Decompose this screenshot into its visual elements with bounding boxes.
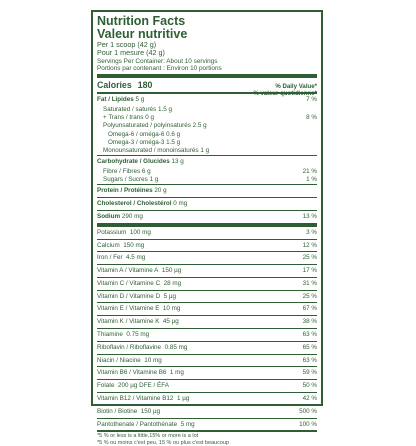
- daily-value-header-fr: % valeur quotidienne*: [253, 89, 317, 97]
- nutrient-amount: 150 µg: [140, 407, 161, 415]
- nutrient-label: Protein / Protéines: [97, 187, 153, 195]
- title-fr: Valeur nutritive: [97, 27, 188, 41]
- nutrient-label: Iron / Fer: [97, 254, 123, 262]
- serving-size-fr: Pour 1 mesure (42 g): [97, 48, 165, 58]
- nutrient-dv: 50 %: [302, 382, 317, 390]
- nutrient-row-cholesterol: [97, 198, 317, 210]
- nutrient-label: Niacin / Niacine: [97, 356, 141, 364]
- serving-size-en: Per 1 scoop (42 g): [97, 40, 157, 49]
- footnote-fr: *5 % ou moins c'est peu, 15 % ou plus c'est beaucoup: [97, 439, 230, 446]
- mineral-row-potassium: [97, 227, 317, 239]
- nutrient-label: Vitamin C / Vitamine C: [97, 279, 161, 287]
- nutrient-dv: 21 %: [302, 167, 317, 175]
- nutrient-label: Vitamin E / Vitamine E: [97, 305, 160, 313]
- nutrient-dv: 38 %: [302, 318, 317, 326]
- nutrient-label: Calcium: [97, 241, 120, 249]
- footnote-en: *5 % or less is a little,15% or more is a lot: [97, 433, 199, 440]
- vitamins-minerals-list: [97, 227, 317, 431]
- nutrient-dv: 8 %: [306, 114, 317, 122]
- nutrient-amount: 1.5 g: [166, 138, 181, 146]
- nutrient-dv: 13 %: [302, 212, 317, 220]
- mineral-row-pantothenate: [97, 419, 317, 431]
- nutrient-amount: 1 mg: [169, 369, 184, 377]
- mineral-row-calcium: [97, 240, 317, 252]
- nutrient-dv: 17 %: [302, 267, 317, 275]
- nutrient-dv: 25 %: [302, 292, 317, 300]
- nutrient-amount: 0 mg: [173, 200, 188, 208]
- nutrient-amount: 1 g: [149, 176, 159, 184]
- nutrient-label: + Trans / trans: [103, 114, 144, 122]
- calories-row: [97, 78, 317, 97]
- nutrient-label: Biotin / Biotine: [97, 407, 138, 415]
- mineral-row-vitamin-e: [97, 303, 317, 315]
- nutrient-dv: 67 %: [302, 305, 317, 313]
- nutrient-amount: 5 µg: [163, 292, 177, 300]
- nutrient-amount: 2.5 g: [192, 122, 207, 130]
- nutrient-amount: 1 µg: [176, 395, 190, 403]
- nutrient-amount: 100 mg: [129, 228, 151, 236]
- mineral-row-riboflavin: [97, 342, 317, 354]
- mineral-row-vitamin-b6: [97, 367, 317, 379]
- nutrient-label: Cholesterol / Cholestérol: [97, 200, 172, 208]
- mineral-row-thiamine: [97, 329, 317, 341]
- nutrient-dv: 63 %: [302, 356, 317, 364]
- nutrient-amount: 13 g: [171, 158, 184, 166]
- mineral-row-vitamin-d: [97, 291, 317, 303]
- nutrient-amount: 4.5 mg: [126, 254, 146, 262]
- nutrient-label: Saturated / saturés: [103, 106, 157, 114]
- nutrient-amount: 1.5 g: [157, 106, 172, 114]
- nutrient-amount: 0.75 mg: [126, 331, 150, 339]
- nutrient-row-carbohydrate: [97, 156, 317, 168]
- daily-value-header-en: % Daily Value*: [275, 83, 317, 91]
- mineral-row-vitamin-k: [97, 316, 317, 328]
- nutrient-label: Polyunsaturated / polyinsaturés: [103, 122, 191, 130]
- nutrient-dv: 25 %: [302, 254, 317, 262]
- nutrient-row-protein: [97, 185, 317, 197]
- nutrient-label: Folate: [97, 382, 115, 390]
- nutrient-label: Fibre / Fibres: [103, 167, 141, 175]
- nutrient-dv: 7 %: [306, 96, 317, 104]
- nutrient-amount: 150 mg: [123, 241, 145, 249]
- nutrient-label: Vitamin K / Vitamine K: [97, 318, 160, 326]
- nutrient-label: Riboflavin / Riboflavine: [97, 343, 162, 351]
- nutrient-row-trans: [97, 114, 317, 122]
- nutrient-dv: 3 %: [306, 228, 317, 236]
- mineral-row-vitamin-b12: [97, 393, 317, 405]
- footnote: [97, 432, 317, 446]
- nutrient-dv: 12 %: [302, 241, 317, 249]
- mineral-row-niacin: [97, 355, 317, 367]
- mineral-row-vitamin-c: [97, 278, 317, 290]
- nutrient-amount: 290 mg: [121, 212, 143, 220]
- calories-label: Calories: [97, 80, 132, 91]
- nutrient-row-polyunsaturated: [97, 122, 317, 130]
- nutrient-label: Omega-6 / oméga-6: [108, 130, 165, 138]
- nutrient-amount: 10 mg: [162, 305, 181, 313]
- nutrient-dv: 100 %: [299, 420, 317, 428]
- nutrient-amount: 200 µg DFE / ÉFA: [118, 382, 169, 390]
- nutrient-dv: 31 %: [302, 279, 317, 287]
- nutrient-row-fibre: [97, 168, 317, 176]
- nutrient-amount: 45 µg: [162, 318, 179, 326]
- nutrient-label: Vitamin B12 / Vitamine B12: [97, 395, 174, 403]
- nutrient-dv: 59 %: [302, 369, 317, 377]
- nutrient-label: Vitamin D / Vitamine D: [97, 292, 161, 300]
- servings-per-container-fr: Portions par contenant : Environ 10 portions: [97, 65, 222, 73]
- nutrient-label: Carbohydrate / Glucides: [97, 158, 170, 166]
- nutrient-label: Vitamin B6 / Vitamine B6: [97, 369, 167, 377]
- nutrient-amount: 0.6 g: [166, 130, 181, 138]
- servings-per-container-en: Servings Per Container: About 10 servings: [97, 57, 218, 65]
- nutrient-amount: 5 mg: [180, 420, 195, 428]
- nutrient-row-monounsaturated: [97, 147, 317, 155]
- nutrient-amount: 20 g: [154, 187, 167, 195]
- nutrient-label: Monounsaturated / monoinsaturés: [103, 146, 199, 154]
- mineral-row-vitamin-a: [97, 265, 317, 277]
- nutrient-row-sugars: [97, 176, 317, 184]
- nutrient-label: Potassium: [97, 228, 127, 236]
- nutrient-label: Thiamine: [97, 331, 123, 339]
- nutrient-row-sodium: [97, 211, 317, 223]
- nutrient-amount: 10 mg: [144, 356, 162, 364]
- nutrient-dv: 42 %: [302, 395, 317, 403]
- mineral-row-iron: [97, 252, 317, 264]
- mineral-row-folate: [97, 380, 317, 392]
- nutrient-row-saturated: [97, 106, 317, 114]
- nutrient-amount: 5 g: [135, 96, 145, 104]
- nutrient-row-omega3: [97, 139, 317, 147]
- nutrient-dv: 500 %: [299, 407, 317, 415]
- nutrient-amount: 28 mg: [163, 279, 182, 287]
- nutrient-dv: 65 %: [302, 343, 317, 351]
- nutrient-label: Sodium: [97, 212, 121, 220]
- nutrient-label: Pantothenate / Pantothénate: [97, 420, 178, 428]
- nutrient-dv: 1 %: [306, 176, 317, 184]
- nutrient-label: Sugars / Sucres: [103, 176, 148, 184]
- nutrient-amount: 150 µg: [161, 267, 182, 275]
- nutrient-amount: 1 g: [200, 146, 210, 154]
- nutrient-row-omega6: [97, 131, 317, 139]
- nutrient-dv: 63 %: [302, 331, 317, 339]
- nutrition-facts-panel: [91, 10, 323, 446]
- nutrient-label: Fat / Lipides: [97, 96, 134, 104]
- nutrient-amount: 0.85 mg: [164, 343, 188, 351]
- nutrient-label: Vitamin A / Vitamine A: [97, 267, 159, 275]
- nutrient-amount: 6 g: [141, 167, 151, 175]
- title-en: Nutrition Facts: [97, 14, 186, 28]
- nutrient-amount: 0 g: [145, 114, 154, 122]
- nutrient-label: Omega-3 / oméga-3: [108, 138, 165, 146]
- calories-value: 180: [137, 80, 153, 91]
